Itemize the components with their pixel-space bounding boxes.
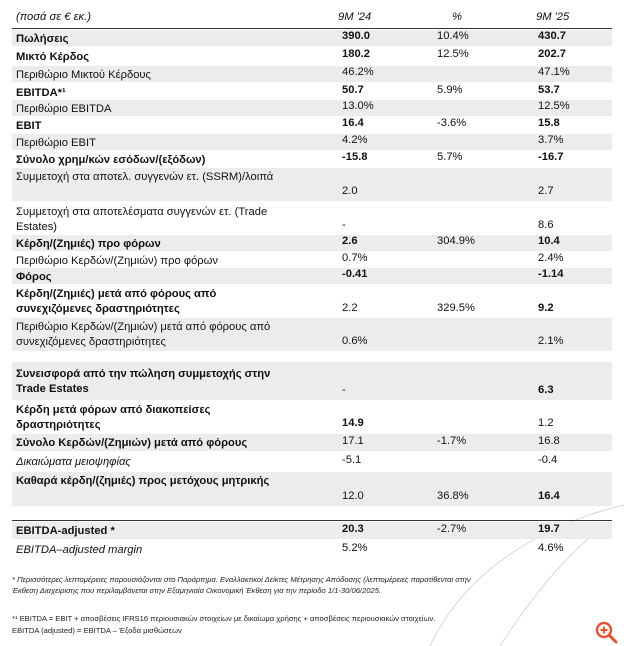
value-9m25: 9.2: [538, 302, 554, 314]
row-label: EBITDA-adjusted *: [16, 525, 115, 537]
row-label: Περιθώριο Κερδών/(Ζημιών) προ φόρων: [16, 255, 218, 267]
value-9m24: -15.8: [342, 151, 368, 163]
value-9m24: 5.2%: [342, 542, 368, 554]
row-label: Περιθώριο EBITDA: [16, 103, 112, 115]
table-row: [12, 100, 612, 116]
value-9m25: 47.1%: [538, 66, 570, 78]
header-col-pct: %: [452, 11, 462, 23]
value-9m24: 46.2%: [342, 66, 374, 78]
row-label: Καθαρά κέρδη/(ζημιές) προς μετόχους μητρικής: [16, 475, 270, 487]
footnote-1: * Περισσότερες λεπτομέρειες παρουσιάζονται στο Παράρτημα. Εναλλακτικοί Δείκτες Μέτρησης Απόδοσης (λεπτομέρειες παρατίθενται στην: [12, 575, 471, 584]
value-9m25: 15.8: [538, 117, 560, 129]
table-header: [12, 10, 612, 28]
row-label: EBITDA*¹: [16, 87, 66, 99]
value-9m24: 0.6%: [342, 335, 368, 347]
value-9m25: 2.1%: [538, 335, 564, 347]
table-row: [12, 168, 612, 201]
value-9m24: 13.0%: [342, 100, 374, 112]
row-label: Περιθώριο Μικτού Κέρδους: [16, 69, 151, 81]
row-label: Περιθώριο EBIT: [16, 137, 96, 149]
value-9m25: 3.7%: [538, 134, 564, 146]
value-9m25: 1.2: [538, 417, 554, 429]
table-row: [12, 472, 612, 506]
table-row: [12, 362, 612, 400]
value-pct: 36.8%: [437, 490, 469, 502]
table-row: [12, 285, 612, 318]
table-row: [12, 48, 612, 64]
row-label: Συνεισφορά από την πώληση συμμετοχής στην Trade Estates: [16, 368, 271, 395]
row-label: Πωλήσεις: [16, 33, 69, 45]
value-9m24: 16.4: [342, 117, 364, 129]
value-9m24: 390.0: [342, 30, 370, 42]
value-9m25: 16.8: [538, 435, 560, 447]
row-label: Μικτό Κέρδος: [16, 51, 90, 63]
row-label: Κέρδη μετά φόρων από διακοπείσες δραστηριότητες: [16, 404, 211, 431]
value-9m24: 50.7: [342, 84, 364, 96]
header-col-9m25: 9M '25: [536, 11, 570, 23]
row-label: Συμμετοχή στα αποτελέσματα συγγενών ετ. (Trade Estates): [16, 206, 268, 233]
value-9m24: -: [342, 219, 346, 231]
header-col-9m24: 9M '24: [338, 11, 372, 23]
value-9m25: -1.14: [538, 268, 564, 280]
table-row: [12, 401, 612, 433]
value-9m25: 4.6%: [538, 542, 564, 554]
table-row: [12, 235, 612, 251]
row-label: Κέρδη/(Ζημιές) προ φόρων: [16, 238, 161, 250]
value-9m24: 0.7%: [342, 252, 368, 264]
value-9m25: 6.3: [538, 384, 554, 396]
row-label: EBIT: [16, 120, 42, 132]
value-9m24: -0.41: [342, 268, 368, 280]
value-9m25: 16.4: [538, 490, 560, 502]
header-label: (ποσά σε € εκ.): [16, 11, 91, 23]
table-row: [12, 318, 612, 351]
footnote-3: *¹ EBITDA = EBIT + αποσβέσεις IFRS16 περιουσιακών στοιχείων με δικαίωμα χρήσης + αποσβέσεις περιουσιακών στοιχείων.: [12, 614, 436, 623]
table-row: [12, 66, 612, 82]
value-9m24: 2.2: [342, 302, 358, 314]
table-row: [12, 268, 612, 284]
value-9m24: 17.1: [342, 435, 364, 447]
table-row: [12, 434, 612, 451]
value-9m25: 8.6: [538, 219, 554, 231]
value-9m24: -5.1: [342, 454, 362, 466]
table-row: [12, 541, 612, 558]
footnote-4: EBITDA (adjusted) = EBITDA – Έξοδα μισθώσεων: [12, 626, 182, 635]
value-9m25: -0.4: [538, 454, 558, 466]
row-label: EBITDA–adjusted margin: [16, 544, 143, 556]
value-9m24: 12.0: [342, 490, 364, 502]
row-label: Σύνολο χρημ/κών εσόδων/(εξόδων): [16, 154, 206, 166]
value-9m24: 14.9: [342, 417, 364, 429]
value-9m25: -16.7: [538, 151, 564, 163]
value-pct: 5.7%: [437, 151, 463, 163]
row-label: Σύνολο Κερδών/(Ζημιών) μετά από φόρους: [16, 437, 248, 449]
value-pct: 12.5%: [437, 48, 469, 60]
table-row: [12, 30, 612, 46]
value-pct: -3.6%: [437, 117, 467, 129]
value-pct: -1.7%: [437, 435, 467, 447]
header-rule: [12, 28, 612, 29]
value-pct: 5.9%: [437, 84, 463, 96]
value-9m25: 19.7: [538, 523, 560, 535]
table-row: [12, 453, 612, 470]
value-9m24: -: [342, 384, 346, 396]
table-row: [12, 252, 612, 268]
adjusted-top-rule: [12, 520, 612, 521]
table-row: [12, 84, 612, 100]
value-9m25: 202.7: [538, 48, 566, 60]
table-row: [12, 117, 612, 133]
table-row: [12, 151, 612, 167]
value-9m24: 2.0: [342, 185, 358, 197]
value-9m24: 180.2: [342, 48, 370, 60]
footnote-2: Έκθεση Διαχείρισης που περιλαμβάνεται στην Εξαμηνιαία Οικονομική Έκθεση για την περίοδο 1/1-30/06/2025.: [12, 586, 382, 595]
row-label: Κέρδη/(Ζημιές) μετά από φόρους από συνεχιζόμενες δραστηριότητες: [16, 288, 217, 315]
value-9m25: 2.7: [538, 185, 554, 197]
value-9m25: 2.4%: [538, 252, 564, 264]
value-9m25: 430.7: [538, 30, 566, 42]
row-label: Συμμετοχή στα αποτελ. συγγενών ετ. (SSRM)/λοιπά: [16, 171, 274, 183]
value-9m24: 4.2%: [342, 134, 368, 146]
row-label: Δικαιώματα μειοψηφίας: [16, 456, 131, 468]
value-pct: -2.7%: [437, 523, 467, 535]
zoom-in-icon[interactable]: [594, 620, 620, 644]
row-label: Φόρος: [16, 271, 52, 283]
value-9m25: 53.7: [538, 84, 560, 96]
table-row: [12, 522, 612, 539]
value-pct: 304.9%: [437, 235, 475, 247]
value-9m25: 10.4: [538, 235, 560, 247]
value-9m24: 20.3: [342, 523, 364, 535]
row-label: Περιθώριο Κερδών/(Ζημιών) μετά από φόρους από συνεχιζόμενες δραστηριότητες: [16, 321, 271, 348]
table-row: [12, 134, 612, 150]
value-9m25: 12.5%: [538, 100, 570, 112]
value-9m24: 2.6: [342, 235, 358, 247]
value-pct: 10.4%: [437, 30, 469, 42]
table-row: [12, 203, 612, 235]
value-pct: 329.5%: [437, 302, 475, 314]
